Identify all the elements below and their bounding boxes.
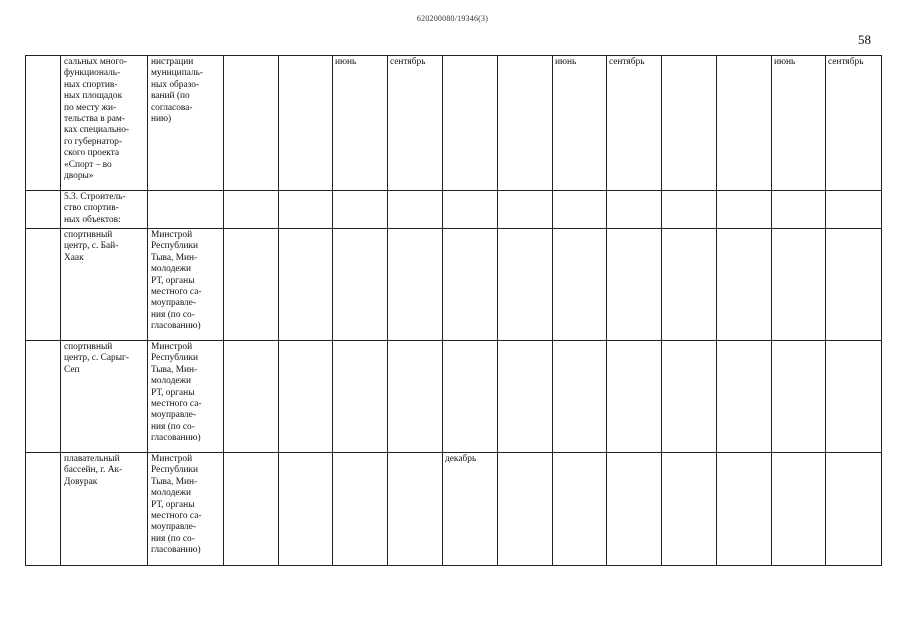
schedule-cell — [662, 229, 717, 341]
schedule-cell — [279, 453, 333, 566]
table-row — [26, 341, 882, 453]
table-row — [26, 229, 882, 341]
schedule-cell — [772, 56, 826, 191]
schedule-cell — [607, 56, 662, 191]
schedule-cell — [498, 229, 553, 341]
schedule-cell — [607, 453, 662, 566]
activity-name-cell — [61, 341, 148, 453]
activity-name-text: спортивный центр, с. Бай- Хаак — [64, 230, 119, 263]
table-row — [26, 191, 882, 229]
activity-name-cell — [61, 56, 148, 191]
schedule-cell — [826, 191, 882, 229]
schedule-cell — [772, 229, 826, 341]
responsible-cell — [148, 56, 224, 191]
activity-name-cell — [61, 191, 148, 229]
month-text: июнь — [335, 57, 357, 67]
schedule-cell — [553, 341, 607, 453]
schedule-cell — [717, 229, 772, 341]
schedule-cell — [498, 453, 553, 566]
schedule-cell — [826, 56, 882, 191]
responsible-cell — [148, 229, 224, 341]
row-number-cell — [26, 191, 61, 229]
schedule-cell — [224, 453, 279, 566]
schedule-cell — [498, 191, 553, 229]
schedule-cell — [443, 56, 498, 191]
schedule-cell — [388, 453, 443, 566]
activity-name-cell — [61, 229, 148, 341]
schedule-cell — [333, 453, 388, 566]
schedule-cell — [333, 341, 388, 453]
schedule-cell — [388, 341, 443, 453]
schedule-cell — [279, 191, 333, 229]
responsible-text: Минстрой Республики Тыва, Мин- молодежи РТ, органы местного са- моуправле- ния (по со- гласованию) — [151, 454, 202, 556]
schedule-cell — [279, 229, 333, 341]
month-text: июнь — [774, 57, 796, 67]
schedule-cell — [333, 191, 388, 229]
schedule-cell — [388, 229, 443, 341]
schedule-cell — [662, 56, 717, 191]
responsible-cell — [148, 453, 224, 566]
table-row — [26, 56, 882, 191]
schedule-cell — [224, 341, 279, 453]
schedule-cell — [826, 229, 882, 341]
schedule-cell — [607, 341, 662, 453]
schedule-cell — [224, 56, 279, 191]
month-text: сентябрь — [609, 57, 645, 67]
schedule-cell — [388, 191, 443, 229]
row-number-cell — [26, 56, 61, 191]
schedule-cell — [224, 191, 279, 229]
schedule-cell — [717, 341, 772, 453]
schedule-cell — [662, 191, 717, 229]
schedule-cell — [553, 56, 607, 191]
responsible-cell — [148, 341, 224, 453]
schedule-cell — [279, 56, 333, 191]
responsible-cell — [148, 191, 224, 229]
schedule-cell — [717, 56, 772, 191]
schedule-cell — [607, 229, 662, 341]
activity-name-text: плавательный бассейн, г. Ак- Довурак — [64, 454, 123, 487]
row-number-cell — [26, 453, 61, 566]
schedule-cell — [553, 229, 607, 341]
schedule-table — [25, 55, 882, 566]
schedule-cell — [498, 56, 553, 191]
schedule-cell — [662, 453, 717, 566]
schedule-cell — [443, 191, 498, 229]
schedule-cell — [224, 229, 279, 341]
table-row — [26, 453, 882, 566]
schedule-cell — [443, 453, 498, 566]
schedule-cell — [826, 453, 882, 566]
activity-name-cell — [61, 453, 148, 566]
schedule-cell — [333, 56, 388, 191]
activity-name-text: 5.3. Строитель- ство спортив- ных объектов: — [64, 192, 126, 225]
responsible-text: Минстрой Республики Тыва, Мин- молодежи РТ, органы местного са- моуправле- ния (по со- гласованию) — [151, 342, 202, 444]
schedule-cell — [279, 341, 333, 453]
schedule-cell — [662, 341, 717, 453]
schedule-cell — [772, 191, 826, 229]
month-text: июнь — [555, 57, 577, 67]
schedule-cell — [498, 341, 553, 453]
schedule-cell — [443, 341, 498, 453]
month-text: сентябрь — [390, 57, 426, 67]
schedule-cell — [607, 191, 662, 229]
activity-name-text: сальных много- функциональ- ных спортив- ных площадок по месту жи- тельства в рам- ках специально- го губернатор- ского проекта «Спорт – во дворы» — [64, 57, 130, 182]
activity-name-text: спортивный центр, с. Сарыг- Сеп — [64, 342, 129, 375]
document-id: 620200080/19346(3) — [416, 14, 489, 23]
schedule-cell — [772, 341, 826, 453]
page-number: 58 — [858, 32, 871, 47]
schedule-cell — [443, 229, 498, 341]
month-text: сентябрь — [828, 57, 864, 67]
schedule-cell — [717, 191, 772, 229]
schedule-cell — [717, 453, 772, 566]
month-text: декабрь — [445, 454, 477, 464]
schedule-cell — [826, 341, 882, 453]
schedule-cell — [388, 56, 443, 191]
responsible-text: Минстрой Республики Тыва, Мин- молодежи РТ, органы местного са- моуправле- ния (по со- гласованию) — [151, 230, 202, 332]
row-number-cell — [26, 229, 61, 341]
schedule-cell — [772, 453, 826, 566]
responsible-text: нистрации муниципаль- ных образо- ваний (по согласова- нию) — [151, 57, 204, 125]
schedule-cell — [553, 453, 607, 566]
row-number-cell — [26, 341, 61, 453]
schedule-cell — [553, 191, 607, 229]
schedule-cell — [333, 229, 388, 341]
